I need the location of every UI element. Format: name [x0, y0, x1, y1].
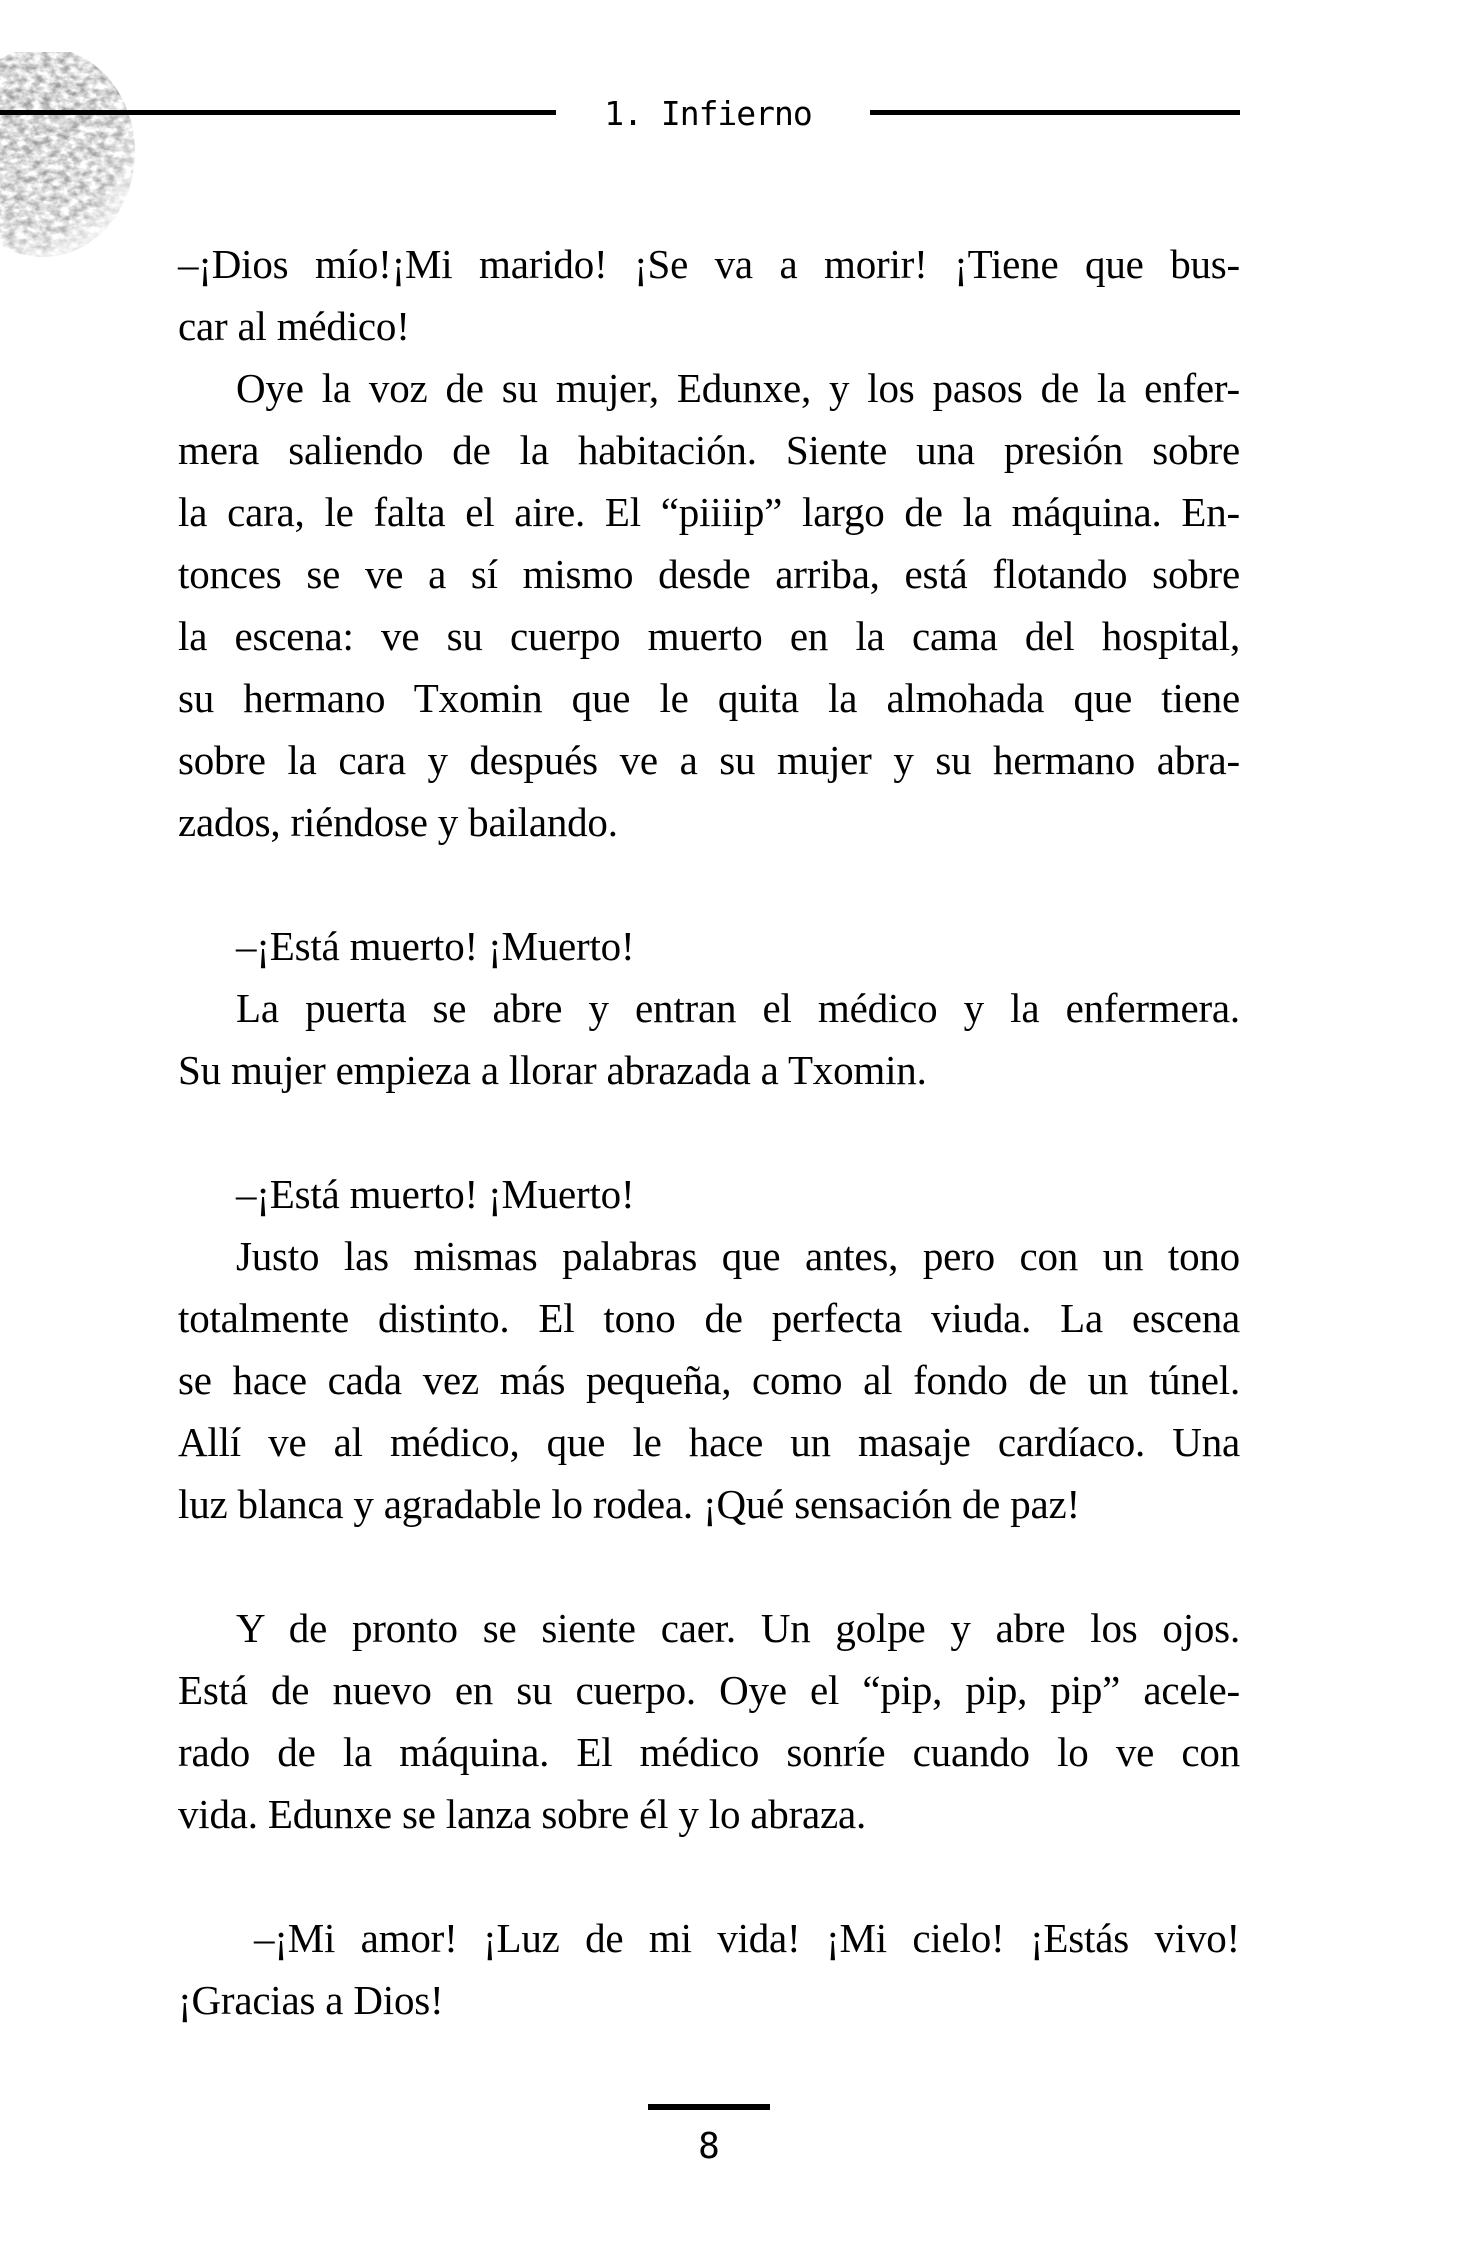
text-line: Su mujer empieza a llorar abrazada a Txomin.: [178, 1047, 927, 1093]
paragraph-dialogue: [178, 1907, 1240, 2031]
text-line: La puerta se abre y entran el médico y la enfermera.: [236, 985, 1240, 1031]
text-line: ¡Gracias a Dios!: [178, 1977, 444, 2023]
text-line: –¡Dios mío!¡Mi marido! ¡Se va a morir! ¡Tiene que bus-: [178, 241, 1240, 287]
paragraph: [178, 357, 1240, 853]
text-line: rado de la máquina. El médico sonríe cuando lo ve con: [178, 1729, 1240, 1775]
text-line: –¡Está muerto! ¡Muerto!: [236, 1171, 635, 1217]
text-line: luz blanca y agradable lo rodea. ¡Qué sensación de paz!: [178, 1481, 1080, 1527]
header-rule-right: [870, 110, 1240, 115]
text-line: mera saliendo de la habitación. Siente una presión sobre: [178, 427, 1240, 473]
text-line: –¡Está muerto! ¡Muerto!: [236, 923, 635, 969]
text-line: totalmente distinto. El tono de perfecta viuda. La escena: [178, 1295, 1240, 1341]
footer-rule: [648, 2104, 770, 2110]
paragraph: [178, 977, 1240, 1101]
text-line: Y de pronto se siente caer. Un golpe y abre los ojos.: [236, 1605, 1240, 1651]
text-line: tonces se ve a sí mismo desde arriba, está flotando sobre: [178, 551, 1240, 597]
text-line: car al médico!: [178, 303, 410, 349]
text-line: la escena: ve su cuerpo muerto en la cama del hospital,: [178, 613, 1240, 659]
page-number: 8: [698, 2126, 720, 2167]
fingerprint-smudge: [0, 52, 148, 267]
text-line: se hace cada vez más pequeña, como al fondo de un túnel.: [178, 1357, 1240, 1403]
text-line: la cara, le falta el aire. El “piiiip” largo de la máquina. En-: [178, 489, 1240, 535]
text-line: vida. Edunxe se lanza sobre él y lo abraza.: [178, 1791, 867, 1837]
paragraph: [178, 1597, 1240, 1845]
paragraph: [178, 1225, 1240, 1535]
paragraph: [178, 233, 1240, 357]
text-line: Oye la voz de su mujer, Edunxe, y los pasos de la enfer-: [236, 365, 1240, 411]
text-line: –¡Mi amor! ¡Luz de mi vida! ¡Mi cielo! ¡Estás vivo!: [254, 1915, 1240, 1961]
text-line: Está de nuevo en su cuerpo. Oye el “pip, pip, pip” acele-: [178, 1667, 1240, 1713]
text-line: Allí ve al médico, que le hace un masaje cardíaco. Una: [178, 1419, 1240, 1465]
text-line: sobre la cara y después ve a su mujer y su hermano abra-: [178, 737, 1240, 783]
text-line: su hermano Txomin que le quita la almohada que tiene: [178, 675, 1240, 721]
paragraph-dialogue: [178, 915, 1240, 977]
header-rule-left: [0, 110, 556, 115]
text-block: [178, 233, 1240, 2031]
text-line: Justo las mismas palabras que antes, pero con un tono: [236, 1233, 1240, 1279]
text-line: zados, riéndose y bailando.: [178, 799, 618, 845]
paragraph-dialogue: [178, 1163, 1240, 1225]
chapter-title: 1. Infierno: [604, 94, 812, 133]
